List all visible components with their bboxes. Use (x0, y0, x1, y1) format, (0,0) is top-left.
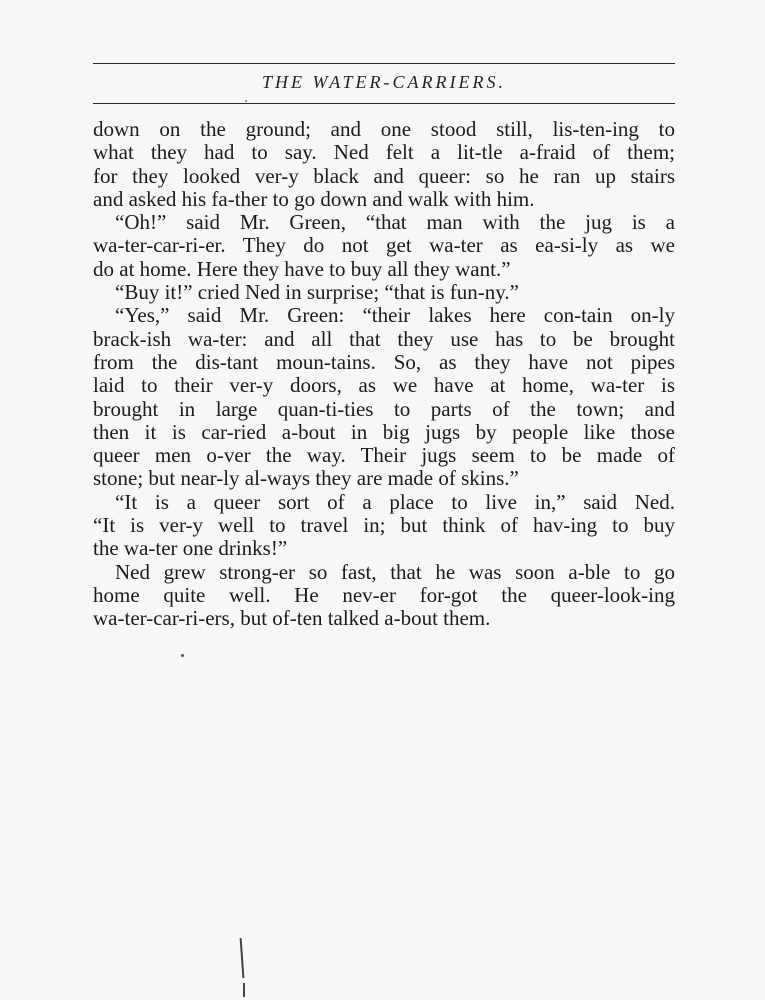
text-line: brought in large quan-ti-ties to parts of the town; and (93, 396, 675, 421)
text-line: wa-ter-car-ri-ers, but of-ten talked a-bout them. (93, 606, 491, 631)
gutter-mark (243, 983, 245, 997)
text-line: brack-ish wa-ter: and all that they use has to be brought (93, 326, 675, 351)
text-line: down on the ground; and one stood still, lis-ten-ing to (93, 117, 675, 141)
text-line: queer men o-ver the way. Their jugs seem to be made of (93, 443, 675, 468)
print-speck (245, 100, 247, 102)
body-text (93, 118, 675, 631)
text-line: from the dis-tant moun-tains. So, as they have not pipes (93, 349, 675, 374)
text-line: “It is a queer sort of a place to live in,” said Ned. (115, 489, 675, 514)
gutter-mark (240, 938, 244, 978)
text-line: “Yes,” said Mr. Green: “their lakes here con-tain on-ly (115, 303, 675, 328)
print-speck (181, 654, 184, 657)
text-line: stone; but near-ly al-ways they are made of skins.” (93, 466, 519, 491)
text-line: Ned grew strong-er so fast, that he was soon a-ble to go (115, 559, 675, 584)
text-line: for they looked ver-y black and queer: so he ran up stairs (93, 163, 675, 188)
text-line: home quite well. He nev-er for-got the queer-look-ing (93, 582, 675, 607)
text-line: laid to their ver-y doors, as we have at home, wa-ter is (93, 373, 675, 398)
text-line: “It is ver-y well to travel in; but think of hav-ing to buy (93, 513, 675, 538)
header-top-rule (93, 63, 675, 64)
text-line: “Oh!” said Mr. Green, “that man with the jug is a (115, 210, 675, 235)
running-head: THE WATER-CARRIERS. (261, 72, 507, 92)
header-bottom-rule (93, 103, 675, 104)
text-line: “Buy it!” cried Ned in surprise; “that is fun-ny.” (115, 280, 519, 305)
text-line: then it is car-ried a-bout in big jugs by people like those (93, 419, 675, 444)
text-line: what they had to say. Ned felt a lit-tle a-fraid of them; (93, 140, 675, 165)
text-line: wa-ter-car-ri-er. They do not get wa-ter as ea-si-ly as we (93, 233, 675, 258)
text-line: and asked his fa-ther to go down and walk with him. (93, 186, 535, 211)
text-line: the wa-ter one drinks!” (93, 536, 288, 561)
text-line: do at home. Here they have to buy all they want.” (93, 256, 511, 281)
